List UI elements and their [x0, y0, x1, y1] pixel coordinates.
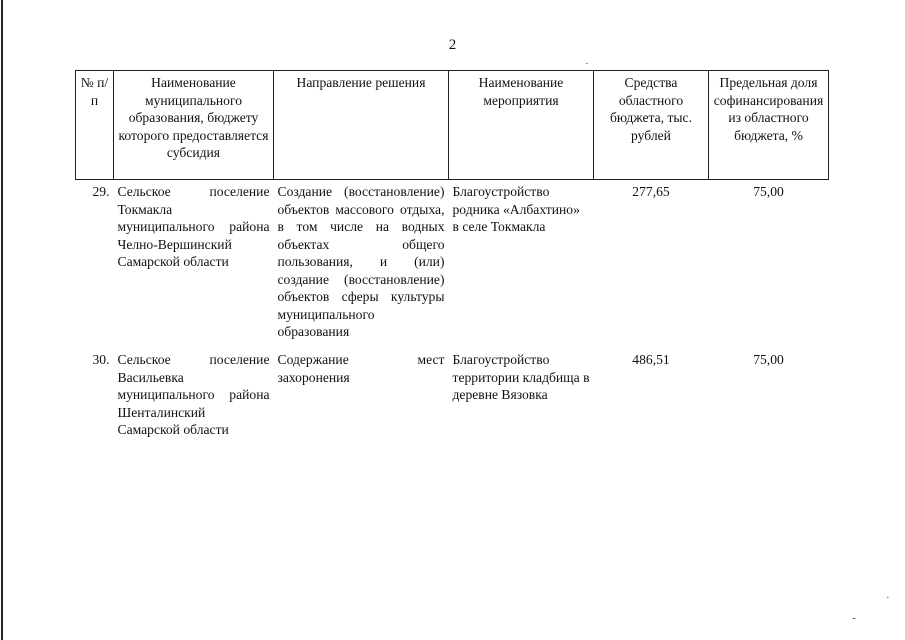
- scan-speck: ·: [886, 592, 890, 604]
- header-number: № п/п: [76, 71, 114, 180]
- row-funds: 486,51: [632, 352, 670, 367]
- header-municipality: Наименование муниципального образования, бюджету которого предоставляется субсидия: [114, 71, 274, 180]
- row-event: Благоустройство территории кладбища в деревне Вязовка: [452, 352, 590, 402]
- row-event: Благоустройство родника «Албахтино» в селе Токмакла: [452, 184, 580, 234]
- table-row: [76, 348, 829, 516]
- table-row: [76, 180, 829, 349]
- row-direction: Содержание мест захоронения: [277, 352, 445, 385]
- header-event: Наименование мероприятия: [449, 71, 594, 180]
- header-share: Предельная доля софинансирования из областного бюджета, %: [709, 71, 829, 180]
- row-share: 75,00: [753, 352, 784, 367]
- row-funds: 277,65: [632, 184, 670, 199]
- table-header-row: [76, 71, 829, 180]
- scan-speck: ·: [585, 58, 589, 70]
- subsidy-table: [75, 70, 829, 516]
- header-funds: Средства областного бюджета, тыс. рублей: [594, 71, 709, 180]
- page-number: 2: [448, 37, 457, 53]
- header-direction: Направление решения: [274, 71, 449, 180]
- row-municipality: Сельское поселение Васильевка муниципального района Шенталинский Самарской области: [117, 352, 270, 437]
- row-number: 29.: [92, 184, 110, 199]
- page-edge-line: [1, 0, 3, 640]
- row-municipality: Сельское поселение Токмакла муниципального района Челно-Вершинский Самарской области: [117, 184, 270, 269]
- row-number: 30.: [92, 352, 110, 367]
- scan-speck: -: [852, 612, 856, 624]
- row-share: 75,00: [753, 184, 784, 199]
- row-direction: Создание (восстановление) объектов массового отдыха, в том числе на водных объектах общего пользования, и (или) создание (восстановление) объектов сферы культуры муниципального образования: [277, 184, 445, 339]
